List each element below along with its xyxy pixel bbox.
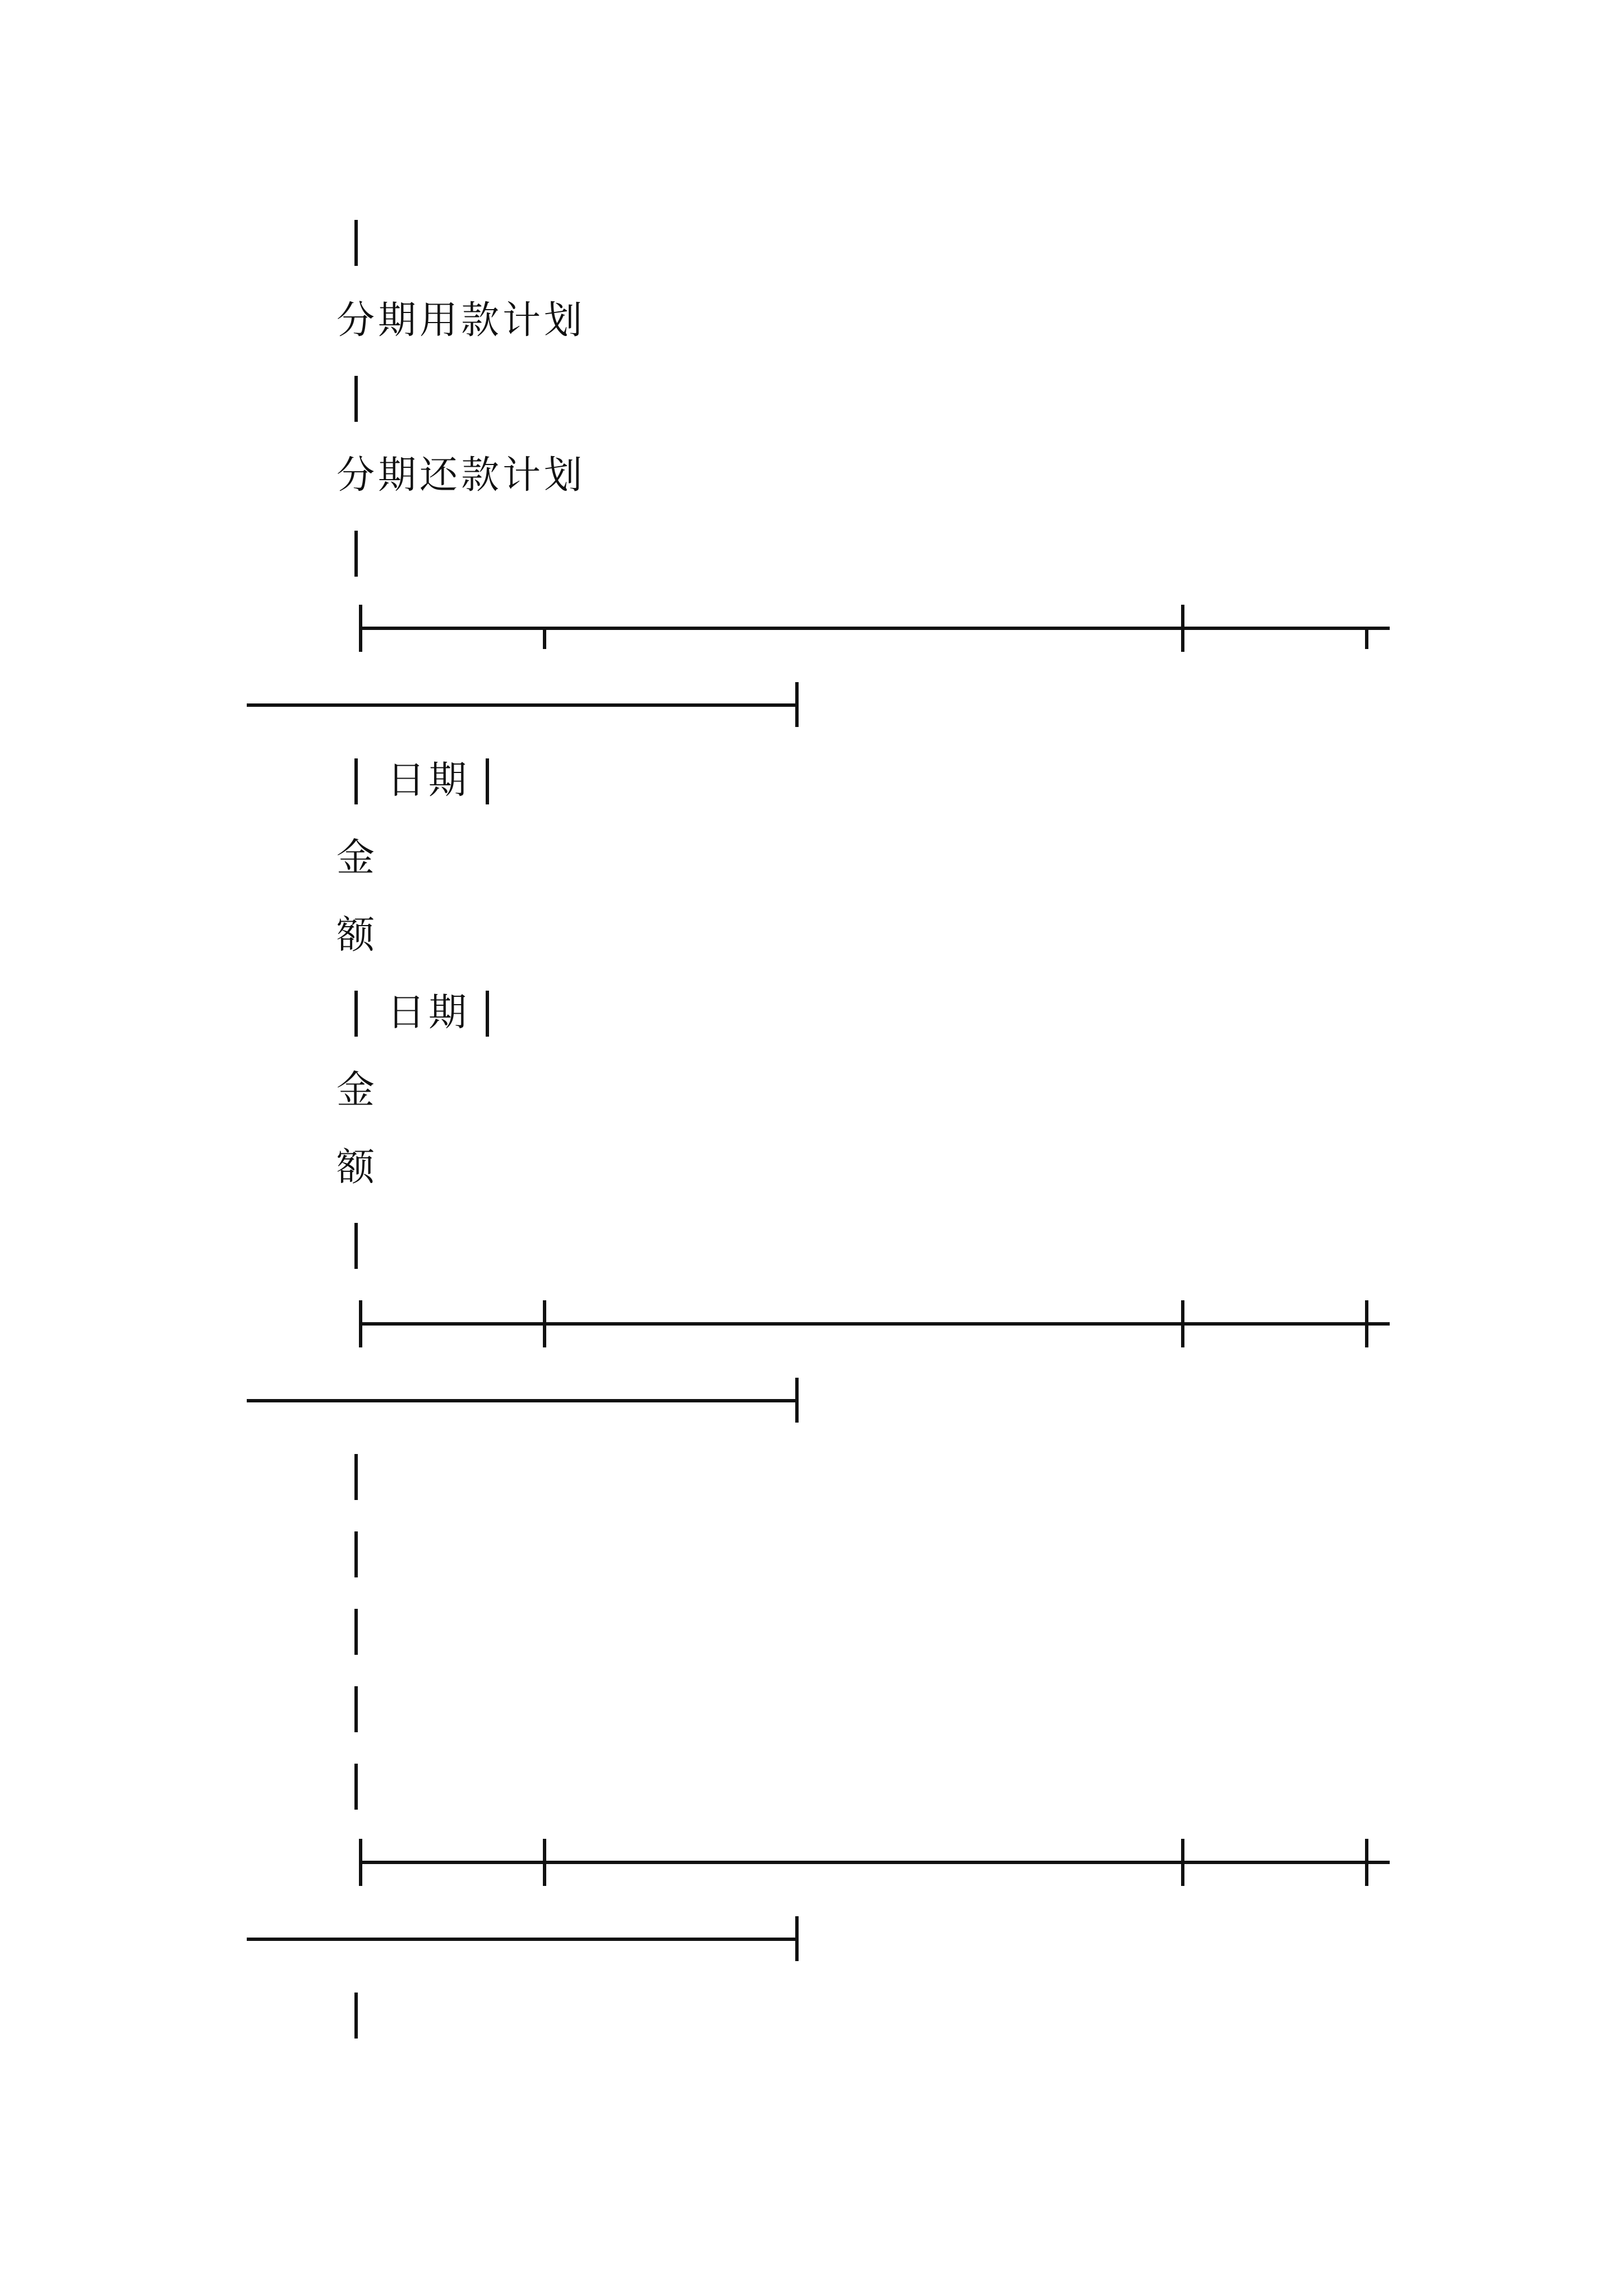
table-border-horizontal — [247, 1399, 797, 1402]
amount-label-char: 金 — [336, 1068, 379, 1112]
table-border-tick — [543, 1300, 546, 1347]
table-border-end — [795, 682, 799, 727]
date-label: 日期 — [387, 991, 471, 1035]
table-border-vertical — [354, 1609, 358, 1655]
table-border-vertical — [354, 1764, 358, 1810]
amount-label-char: 金 — [336, 836, 379, 880]
table-border-vertical — [354, 758, 358, 804]
table-border-horizontal — [247, 703, 797, 707]
table-border-horizontal — [359, 627, 1390, 630]
table-border-horizontal — [359, 1861, 1390, 1864]
table-border-tick — [543, 1839, 546, 1886]
table-border-end — [795, 1378, 799, 1423]
installment-drawdown-plan-label: 分期用款计划 — [336, 298, 586, 343]
table-border-vertical — [354, 1454, 358, 1500]
table-border-tick — [1181, 1839, 1184, 1886]
table-border-tick — [1365, 1839, 1368, 1886]
installment-repayment-plan-label: 分期还款计划 — [336, 453, 586, 498]
table-border-tick — [543, 627, 546, 649]
table-border-tick — [1181, 605, 1184, 652]
table-border-end — [795, 1916, 799, 1961]
table-border-vertical — [354, 376, 358, 422]
amount-label-char: 额 — [336, 913, 379, 958]
table-border-tick — [1181, 1300, 1184, 1347]
date-label: 日期 — [387, 758, 471, 803]
table-border-vertical — [354, 991, 358, 1037]
table-border-vertical — [354, 1686, 358, 1732]
table-border-vertical — [354, 1223, 358, 1269]
table-border-vertical — [486, 758, 489, 804]
table-border-tick — [1365, 1300, 1368, 1347]
table-border-vertical — [354, 531, 358, 577]
table-border-vertical — [354, 220, 358, 266]
table-border-vertical — [354, 1993, 358, 2039]
table-border-horizontal — [359, 1322, 1390, 1326]
table-border-vertical — [354, 1531, 358, 1577]
table-border-vertical — [486, 991, 489, 1037]
amount-label-char: 额 — [336, 1145, 379, 1190]
table-border-horizontal — [247, 1938, 797, 1941]
table-border-tick — [1365, 627, 1368, 649]
